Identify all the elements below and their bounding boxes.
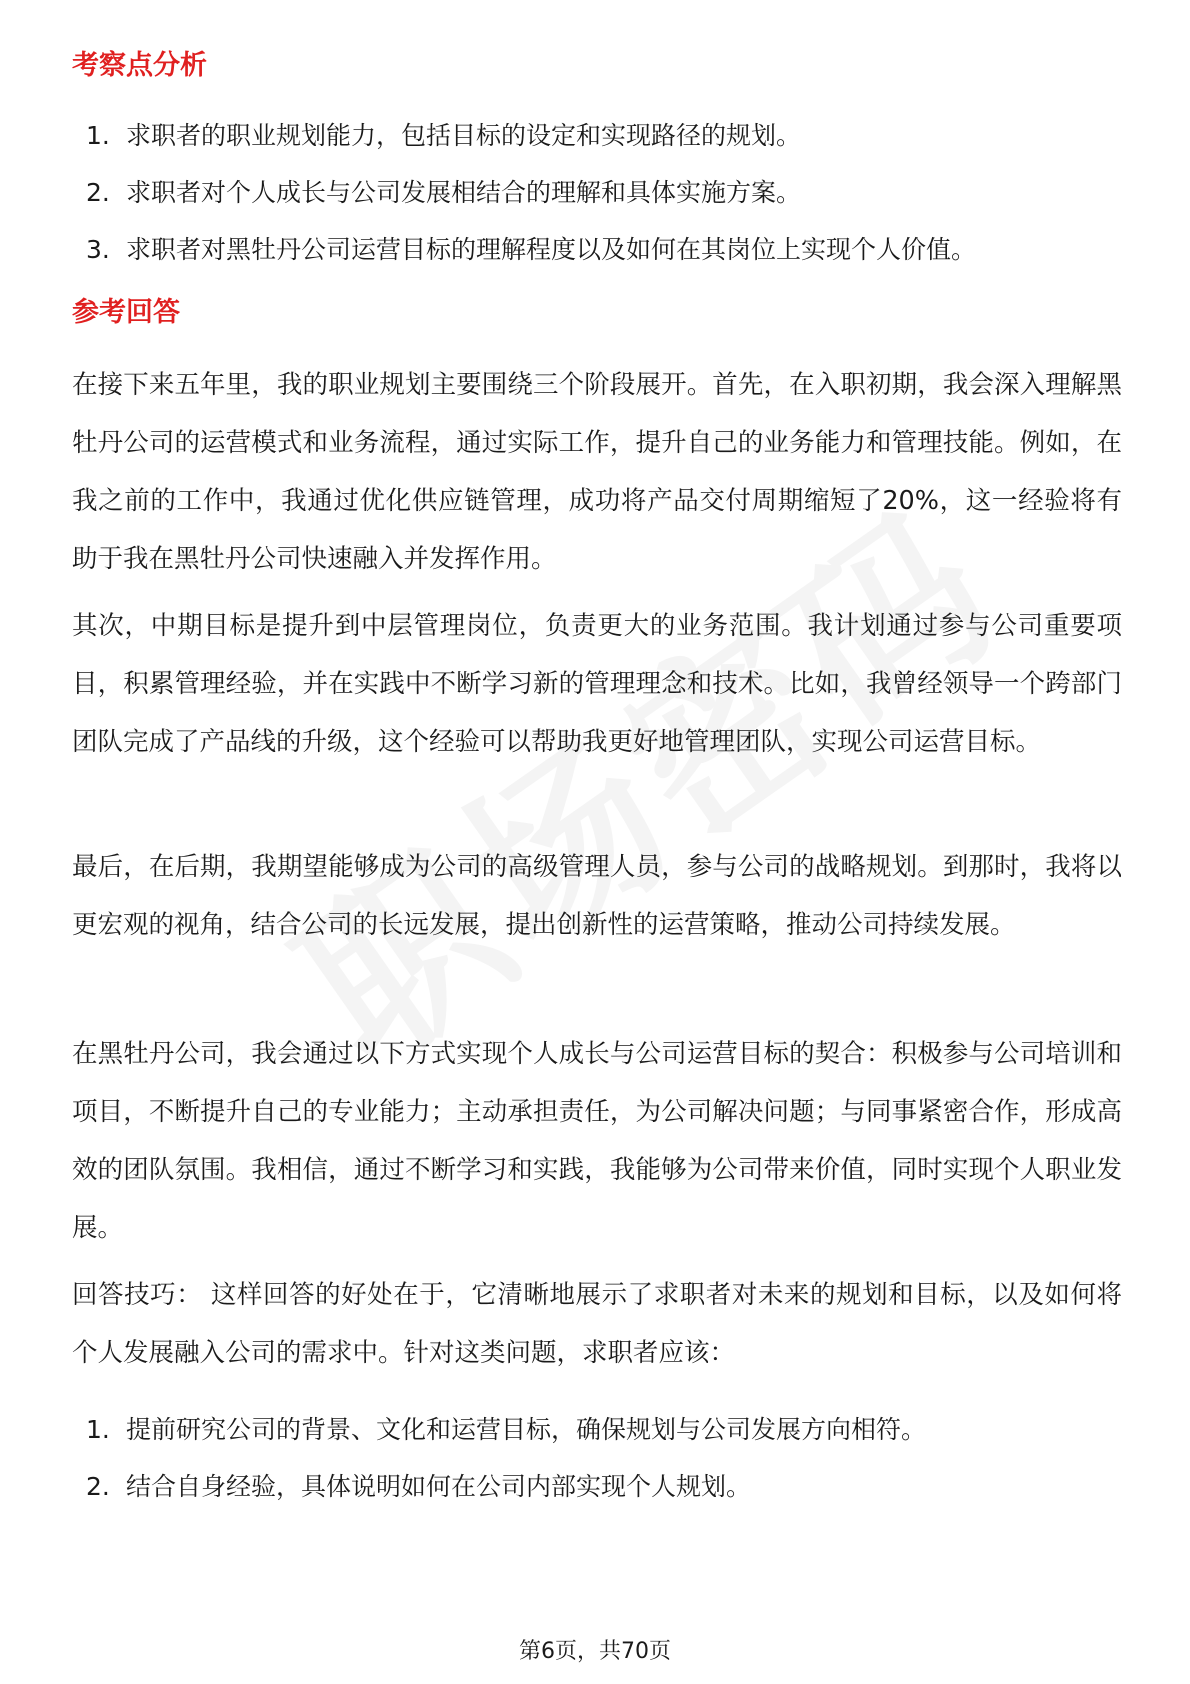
section-title-analysis: 考察点分析 xyxy=(72,50,207,81)
list-item-number: 1. xyxy=(86,121,110,150)
list-item-number: 2. xyxy=(86,178,110,207)
section-title-answer: 参考回答 xyxy=(72,297,180,328)
answer-tips-intro: 回答技巧： 这样回答的好处在于，它清晰地展示了求职者对未来的规划和目标，以及如何将个人发展融入公司的需求中。针对这类问题，求职者应该： xyxy=(72,1280,1122,1368)
answer-paragraph: 在黑牡丹公司，我会通过以下方式实现个人成长与公司运营目标的契合：积极参与公司培训和项目，不断提升自己的专业能力；主动承担责任，为公司解决问题；与同事紧密合作，形成高效的团队氛围。我相信，通过不断学习和实践，我能够为公司带来价值，同时实现个人职业发展。 xyxy=(72,1039,1122,1243)
tips-list xyxy=(72,1410,1132,1524)
list-item xyxy=(72,230,1132,287)
list-item-text: 求职者对个人成长与公司发展相结合的理解和具体实施方案。 xyxy=(126,178,802,207)
list-item xyxy=(72,116,1132,173)
list-item xyxy=(72,173,1132,230)
list-item-number: 2. xyxy=(86,1472,110,1501)
list-item-number: 3. xyxy=(86,235,110,264)
answer-paragraph: 最后，在后期，我期望能够成为公司的高级管理人员，参与公司的战略规划。到那时，我将以更宏观的视角，结合公司的长远发展，提出创新性的运营策略，推动公司持续发展。 xyxy=(72,852,1122,940)
page-number: 第6页，共70页 xyxy=(519,1639,671,1664)
answer-paragraph: 其次，中期目标是提升到中层管理岗位，负责更大的业务范围。我计划通过参与公司重要项目，积累管理经验，并在实践中不断学习新的管理理念和技术。比如，我曾经领导一个跨部门团队完成了产品线的升级，这个经验可以帮助我更好地管理团队，实现公司运营目标。 xyxy=(72,611,1122,757)
analysis-list xyxy=(72,116,1132,287)
list-item-text: 求职者对黑牡丹公司运营目标的理解程度以及如何在其岗位上实现个人价值。 xyxy=(126,235,977,264)
list-item xyxy=(72,1410,1132,1467)
list-item-number: 1. xyxy=(86,1415,110,1444)
list-item-text: 结合自身经验，具体说明如何在公司内部实现个人规划。 xyxy=(126,1472,752,1501)
list-item xyxy=(72,1467,1132,1524)
answer-paragraph: 在接下来五年里，我的职业规划主要围绕三个阶段展开。首先，在入职初期，我会深入理解黑牡丹公司的运营模式和业务流程，通过实际工作，提升自己的业务能力和管理技能。例如，在我之前的工作中，我通过优化供应链管理，成功将产品交付周期缩短了20%，这一经验将有助于我在黑牡丹公司快速融入并发挥作用。 xyxy=(72,370,1122,574)
list-item-text: 提前研究公司的背景、文化和运营目标，确保规划与公司发展方向相符。 xyxy=(126,1415,927,1444)
list-item-text: 求职者的职业规划能力，包括目标的设定和实现路径的规划。 xyxy=(126,121,802,150)
